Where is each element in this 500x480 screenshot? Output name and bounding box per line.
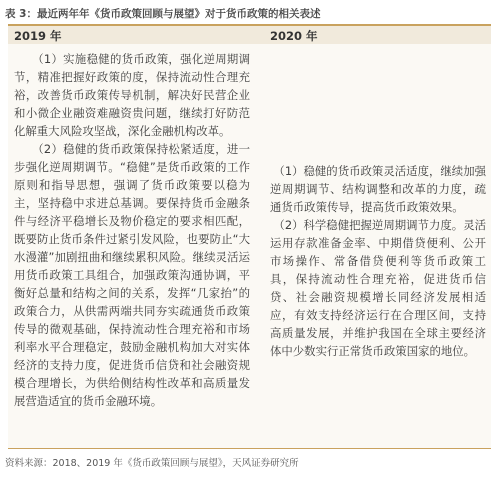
column-2020: [270, 162, 486, 360]
paragraph-2019-1: （1）实施稳健的货币政策，强化逆周期调节，精准把握好政策的度，保持流动性合理充裕，改善货币政策传导机制，解决好民营企业和小微企业融资难融资贵问题，继续打好防范化解重大风险攻坚战，深化金融机构改革。: [14, 52, 250, 138]
table-bottom-rule: [8, 448, 491, 449]
policy-comparison-table: [0, 24, 500, 448]
table-body: [8, 44, 491, 448]
column-2019: [14, 50, 250, 410]
table-caption: 表 3：最近两年年《货币政策回顾与展望》对于货币政策的相关表述: [5, 8, 321, 20]
header-2019: 2019 年: [14, 29, 62, 43]
paragraph-2020-2: （2）科学稳健把握逆周期调节力度。灵活运用存款准备金率、中期借贷便利、公开市场操作、常备借贷便利等货币政策工具，保持流动性合理充裕，促进货币信贷、社会融资规模增长同经济发展相适应，有效支持经济运行在合理区间，支持高质量发展，并维护我国在全球主要经济体中少数实行正常货币政策国家的地位。: [270, 218, 486, 358]
paragraph-2020-1: （1）稳健的货币政策灵活适度，继续加强逆周期调节、结构调整和改革的力度，疏通货币政策传导，提高货币政策效果。: [270, 164, 486, 214]
source-note: 资料来源：2018、2019 年《货币政策回顾与展望》，天风证券研究所: [5, 458, 299, 469]
paragraph-2019-2: （2）稳健的货币政策保持松紧适度，进一步强化逆周期调节。“稳健”是货币政策的工作原则和指导思想，强调了货币政策要以稳为主，坚持稳中求进总基调。要保持货币金融条件与经济平稳增长及物价稳定的要求相匹配，既要防止货币条件过紧引发风险，也要防止“大水漫灌”加剧扭曲和继续累积风险。继续灵活运用货币政策工具组合，加强政策沟通协调，平衡好总量和结构之间的关系，发挥“几家抬”的政策合力，从供需两端共同夯实疏通货币政策传导的微观基础，保持流动性合理充裕和市场利率水平合理稳定，鼓励金融机构加大对实体经济的支持力度，促进货币信贷和社会融资规模合理增长，为供给侧结构性改革和高质量发展营造适宜的货币金融环境。: [14, 142, 250, 408]
header-2020: 2020 年: [270, 29, 318, 43]
table-header-row: [8, 24, 491, 44]
